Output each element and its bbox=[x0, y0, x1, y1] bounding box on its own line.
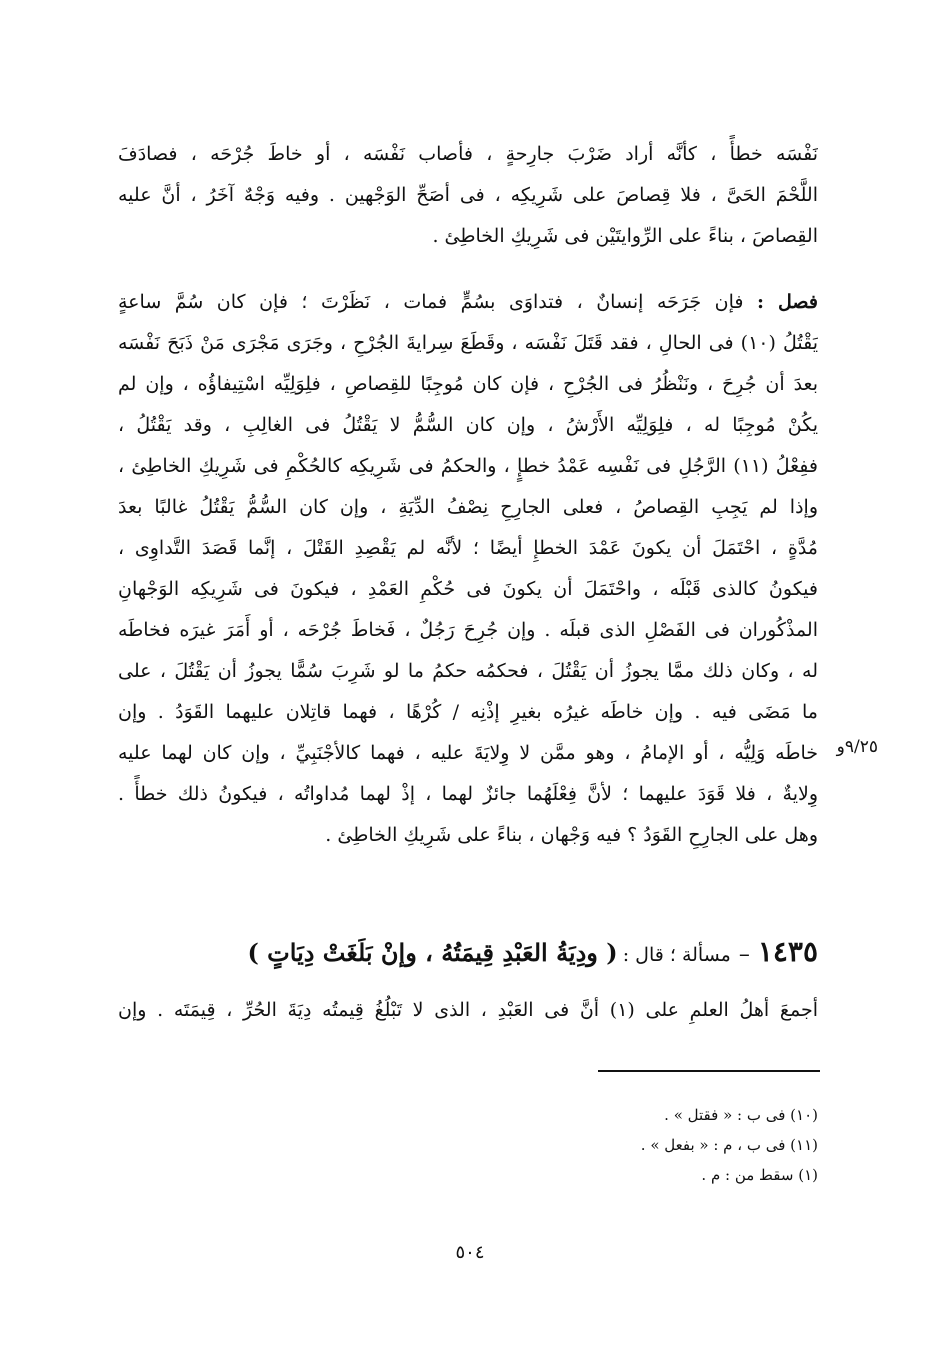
text-line: مُدَّةٍ ، احْتَمَلَ أن يكونَ عَمْدَ الخطإِ أيضًا ؛ لأنَّه لم يَقْصِدِ القَتْلَ ، إنَّما قَصَدَ التَّداوِى ، bbox=[118, 537, 818, 559]
text-line: وِلايةٌ ، فلا قَوَدَ عليهما ؛ لأنَّ فِعْلَهُما جائزٌ لهما ، إذْ لهما مُداواتُه ، فيكونُ ذلك خطأً . bbox=[118, 783, 818, 805]
text-line: يكُنْ مُوجِبًا له ، فلِوَلِيِّه الأَرْشُ ، وإن كان السُّمُّ لا يَقْتُلُ فى الغالِبِ ، وقد يَقْتُلُ ، bbox=[118, 414, 818, 436]
manuscript-folio-note: ٩/٢٥و bbox=[836, 737, 878, 757]
text-line: أجمعَ أهلُ العلمِ على (١) أنَّ فى العَبْدِ ، الذى لا تَبْلُغُ قِيمتُه دِيَةَ الحُرِّ ، قِيمَتَه . وإن bbox=[118, 999, 818, 1021]
issue-separator: – bbox=[738, 942, 750, 967]
footnote: (١) سقط من : م . bbox=[701, 1166, 818, 1184]
text-line: يَقْتُلُ (١٠) فى الحالِ ، فقد قَتَلَ نَفْسَه ، وقَطَعَ سِرايةَ الجُرْحِ ، وجَرَى مَجْرَى مَنْ ذَبَحَ نَفْسَه bbox=[118, 332, 818, 354]
text-line: ما مَضَى فيه . وإن خاطَه غيرُه بغيرِ إذْنِه / كُرْهًا ، فهما قاتِلان عليهما القَوَدُ . وإن bbox=[118, 701, 818, 723]
text-line: نَفْسَه خطأً ، كأنَّه أراد ضَرْبَ جارِحةٍ ، فأصاب نَفْسَه ، أو خاطَ جُرْحَه ، فصادَفَ bbox=[118, 143, 818, 165]
text-line: القِصاصَ ، بناءً على الرِّوايتَيْن فى شَرِيكِ الخاطِئ . bbox=[432, 225, 818, 247]
text-line: ففِعْلُ (١١) الرَّجُلِ فى نَفْسِه عَمْدُ خطإٍ ، والحكمُ فى شَرِيكِه كالحُكْمِ فى شَرِيكِ الخاطِئ ، bbox=[118, 455, 818, 477]
footnote: (١١) فى ب ، م : « بفعل » . bbox=[640, 1136, 818, 1154]
text-line: فيكونُ كالذى قَبْلَه ، واحْتَمَلَ أن يكونَ فى حُكْمِ العَمْدِ ، فيكونَ فى شَرِيكِه الوَجْهانِ bbox=[118, 578, 818, 600]
text-line: المذْكُوران فى الفَصْلِ الذى قبلَه . وإن جُرِحَ رَجُلٌ ، فَخاطَ جُرْحَه ، أو أَمَرَ غيرَه فخاطَه bbox=[118, 619, 818, 641]
issue-number: ١٤٣٥ bbox=[757, 935, 818, 968]
issue-paragraph bbox=[118, 990, 818, 1031]
page-number: ٥٠٤ bbox=[455, 1242, 485, 1263]
text-line-content: فإن جَرَحَه إنسانٌ ، فتداوَى بسُمٍّ فمات ، نَظَرْتَ ؛ فإن كان سُمَّ ساعةٍ bbox=[118, 291, 744, 313]
text-line: خاطَه وَلِيُّه ، أو الإمامُ ، وهو ممَّن لا وِلايَةَ عليه ، فهما كالأجْنَبِيِّ ، وإن كان لهما عليه bbox=[118, 742, 818, 764]
text-line: له ، وكان ذلك ممَّا يجوزُ أن يَقْتُلَ ، فحكمُه حكمُ ما لو شَرِبَ سُمًّا يجوزُ أن يَقْتُلَ ، على bbox=[118, 660, 818, 682]
text-line: اللَّحْمَ الحَىَّ ، فلا قِصاصَ على شَرِيكِه ، فى أصَحِّ الوَجْهين . وفيه وَجْهٌ آخَرُ ، أنَّ عليه bbox=[118, 184, 818, 206]
section-label: فصل : bbox=[756, 291, 818, 313]
issue-quote: ( ودِيَةُ العَبْدِ قِيمَتُهُ ، وإنْ بَلَغَتْ دِيَاتٍ ) bbox=[247, 938, 618, 967]
footnotes bbox=[420, 1100, 818, 1190]
footnote: (١٠) فى ب : « فقتل » . bbox=[664, 1106, 818, 1124]
text-line: وهل على الجارِحِ القَوَدُ ؟ فيه وَجْهان ، بناءً على شَرِيكِ الخاطِئ . bbox=[325, 824, 818, 846]
text-line: وإذا لم يَجِبِ القِصاصُ ، فعلى الجارِحِ نِصْفُ الدِّيَةِ ، وإن كان السُّمُّ يَقْتُلُ غالبًا بعدَ bbox=[118, 496, 818, 518]
paragraph-continuation bbox=[118, 134, 818, 257]
issue-lead: مسألة ؛ قال : bbox=[622, 944, 731, 966]
issue-heading bbox=[210, 922, 818, 982]
section-paragraph bbox=[118, 282, 818, 856]
text-line-first bbox=[118, 282, 818, 323]
text-line: بعدَ أن جُرِحَ ، ونَنْظُرُ فى الجُرْحِ ، فإن كان مُوجِبًا للقِصاصِ ، فلِوَلِيِّه اسْتِيفاؤُه ، وإن لم bbox=[118, 373, 818, 395]
footnote-divider bbox=[598, 1070, 820, 1072]
